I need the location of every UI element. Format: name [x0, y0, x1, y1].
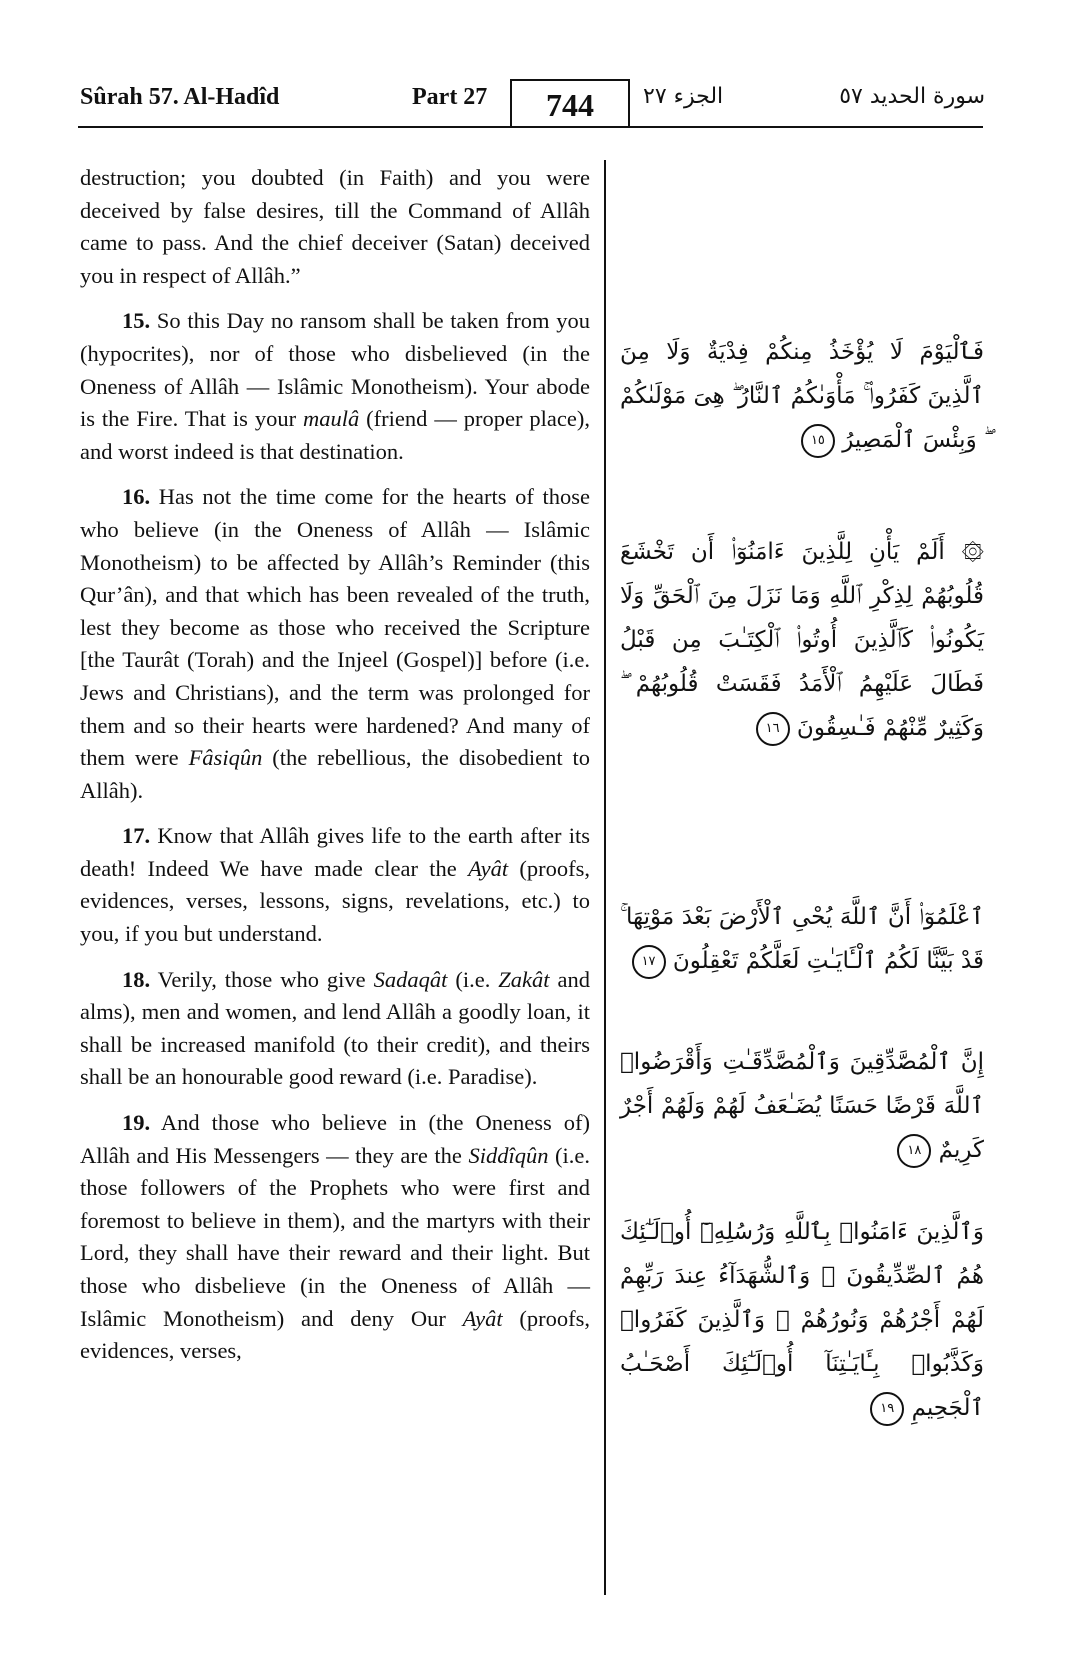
- verse-text: Has not the time come for the hearts of those who believe (in the Oneness of Allâh — Islâmic Monotheism) to be affected by Allâh’s Reminder (this Qur’ân), and that which has been revealed of the truth, lest they become as those who received the Scripture [the Taurât (Torah) and the Injeel (Gospel)] before (i.e. Jews and Christians), and the term was prolonged for them and so their hearts were hardened? And many of them were: [80, 484, 590, 771]
- surah-title-arabic: سورة الحديد ٥٧: [839, 84, 985, 109]
- italic-term: Ayât: [462, 1305, 503, 1331]
- verse-end-marker: ١٨: [897, 1134, 931, 1168]
- verse-number: 19.: [122, 1110, 151, 1136]
- verse-text: So this Day no ransom shall be taken from you (hypocrites), nor of those who disbelieved (in the Oneness of Allâh — Islâmic Monotheism). Your abode is the Fire. That is your: [80, 308, 590, 432]
- italic-term: maulâ: [303, 406, 360, 432]
- verse-text: (i.e. those followers of the Prophets who were first and foremost to believe in them), and the martyrs with their Lord, they shall have their reward and their light. But those who disbelieve (in the Oneness of Allâh — Islâmic Monotheism) and deny Our: [80, 1142, 591, 1331]
- verse-end-marker: ١٦: [756, 712, 790, 746]
- verse-15-arabic: [620, 330, 984, 462]
- header-rule: [78, 126, 983, 128]
- verse-17-arabic: [620, 895, 984, 983]
- arabic-text: ٱعْلَمُوٓا۟ أَنَّ ٱللَّهَ يُحْىِ ٱلْأَرْضَ بَعْدَ مَوْتِهَا ۚ قَدْ بَيَّنَّا لَكُمُ ٱلْـَٔايَـٰتِ لَعَلَّكُمْ تَعْقِلُونَ: [620, 904, 984, 974]
- italic-term: Ayât: [468, 855, 509, 881]
- verse-15-translation: [80, 305, 590, 468]
- verse-number: 15.: [122, 308, 151, 334]
- page-number: 744: [510, 79, 630, 127]
- verse-17-translation: [80, 820, 590, 950]
- verse-19-arabic: [620, 1210, 984, 1430]
- translation-column: [80, 162, 590, 1381]
- verse-16-arabic: [620, 530, 984, 750]
- verse-end-marker: ١٧: [632, 945, 666, 979]
- arabic-text: فَٱلْيَوْمَ لَا يُؤْخَذُ مِنكُمْ فِدْيَةٌ وَلَا مِنَ ٱلَّذِينَ كَفَرُوا۟ ۚ مَأْوَىٰكُمُ ٱلنَّارُ ۖ هِىَ مَوْلَىٰكُمْ ۖ وَبِئْسَ ٱلْمَصِيرُ: [619, 339, 984, 453]
- italic-term: Zakât: [498, 966, 550, 992]
- verse-text: (proofs, evidences, verses, lessons, signs, revelations, etc.) to you, if you but understand.: [80, 855, 591, 947]
- verse-number: 18.: [122, 966, 151, 992]
- verse-text: (friend — proper place), and worst indeed is that destination.: [80, 406, 590, 464]
- verse-text: and alms), men and women, and lend Allâh a goodly loan, it shall be increased manifold (to their credit), and theirs shall be an honourable good reward (i.e. Paradise).: [80, 966, 590, 1090]
- part-label: Part 27: [412, 84, 488, 110]
- verse-number: 17.: [122, 823, 151, 849]
- arabic-text: إِنَّ ٱلْمُصَّدِّقِينَ وَٱلْمُصَّدِّقَـٰتِ وَأَقْرَضُوا۟ ٱللَّهَ قَرْضًا حَسَنًا يُضَـٰعَفُ لَهُمْ وَلَهُمْ أَجْرٌ كَرِيمٌ: [620, 1049, 984, 1163]
- verse-16-translation: [80, 481, 590, 807]
- verse-text: Know that Allâh gives life to the earth after its death! Indeed We have made clear the: [80, 823, 590, 881]
- italic-term: Fâsiqûn: [188, 745, 263, 771]
- verse-19-translation: [80, 1107, 590, 1368]
- surah-title: Sûrah 57. Al-Hadîd: [80, 84, 280, 110]
- arabic-text: ۞ أَلَمْ يَأْنِ لِلَّذِينَ ءَامَنُوٓا۟ أَن تَخْشَعَ قُلُوبُهُمْ لِذِكْرِ ٱللَّهِ وَمَا نَزَلَ مِنَ ٱلْحَقِّ وَلَا يَكُونُوا۟ كَٱلَّذِينَ أُوتُوا۟ ٱلْكِتَـٰبَ مِن قَبْلُ فَطَالَ عَلَيْهِمُ ٱلْأَمَدُ فَقَسَتْ قُلُوبُهُمْ ۖ وَكَثِيرٌ مِّنْهُمْ فَـٰسِقُونَ: [620, 539, 984, 741]
- verse-text: (i.e.: [447, 966, 499, 992]
- para-0-text: destruction; you doubted (in Faith) and you were deceived by false desires, till the Command of Allâh came to pass. And the chief deceiver (Satan) deceived you in respect of Allâh.”: [80, 165, 590, 288]
- verse-text: And those who believe in (the Oneness of) Allâh and His Messengers — they are the: [80, 1110, 590, 1168]
- verse-text: (proofs, evidences, verses,: [80, 1305, 591, 1364]
- verse-number: 16.: [122, 484, 151, 510]
- paragraph-continued: [80, 162, 590, 292]
- arabic-text: وَٱلَّذِينَ ءَامَنُوا۟ بِٱللَّهِ وَرُسُلِهِۦٓ أُو۟لَـٰٓئِكَ هُمُ ٱلصِّدِّيقُونَ ۖ وَٱلشُّهَدَآءُ عِندَ رَبِّهِمْ لَهُمْ أَجْرُهُمْ وَنُورُهُمْ ۖ وَٱلَّذِينَ كَفَرُوا۟ وَكَذَّبُوا۟ بِـَٔايَـٰتِنَآ أُو۟لَـٰٓئِكَ أَصْحَـٰبُ ٱلْجَحِيمِ: [620, 1219, 984, 1421]
- verse-text: Verily, those who give: [150, 966, 374, 992]
- part-label-arabic: الجزء ٢٧: [643, 84, 724, 109]
- verse-text: (the rebellious, the disobedient to Allâh).: [80, 745, 590, 803]
- column-divider: [604, 160, 606, 1595]
- verse-18-translation: [80, 964, 590, 1094]
- verse-end-marker: ١٥: [801, 424, 835, 458]
- italic-term: Sadaqât: [373, 966, 448, 992]
- verse-18-arabic: [620, 1040, 984, 1172]
- italic-term: Siddîqûn: [468, 1142, 549, 1168]
- verse-end-marker: ١٩: [870, 1392, 904, 1426]
